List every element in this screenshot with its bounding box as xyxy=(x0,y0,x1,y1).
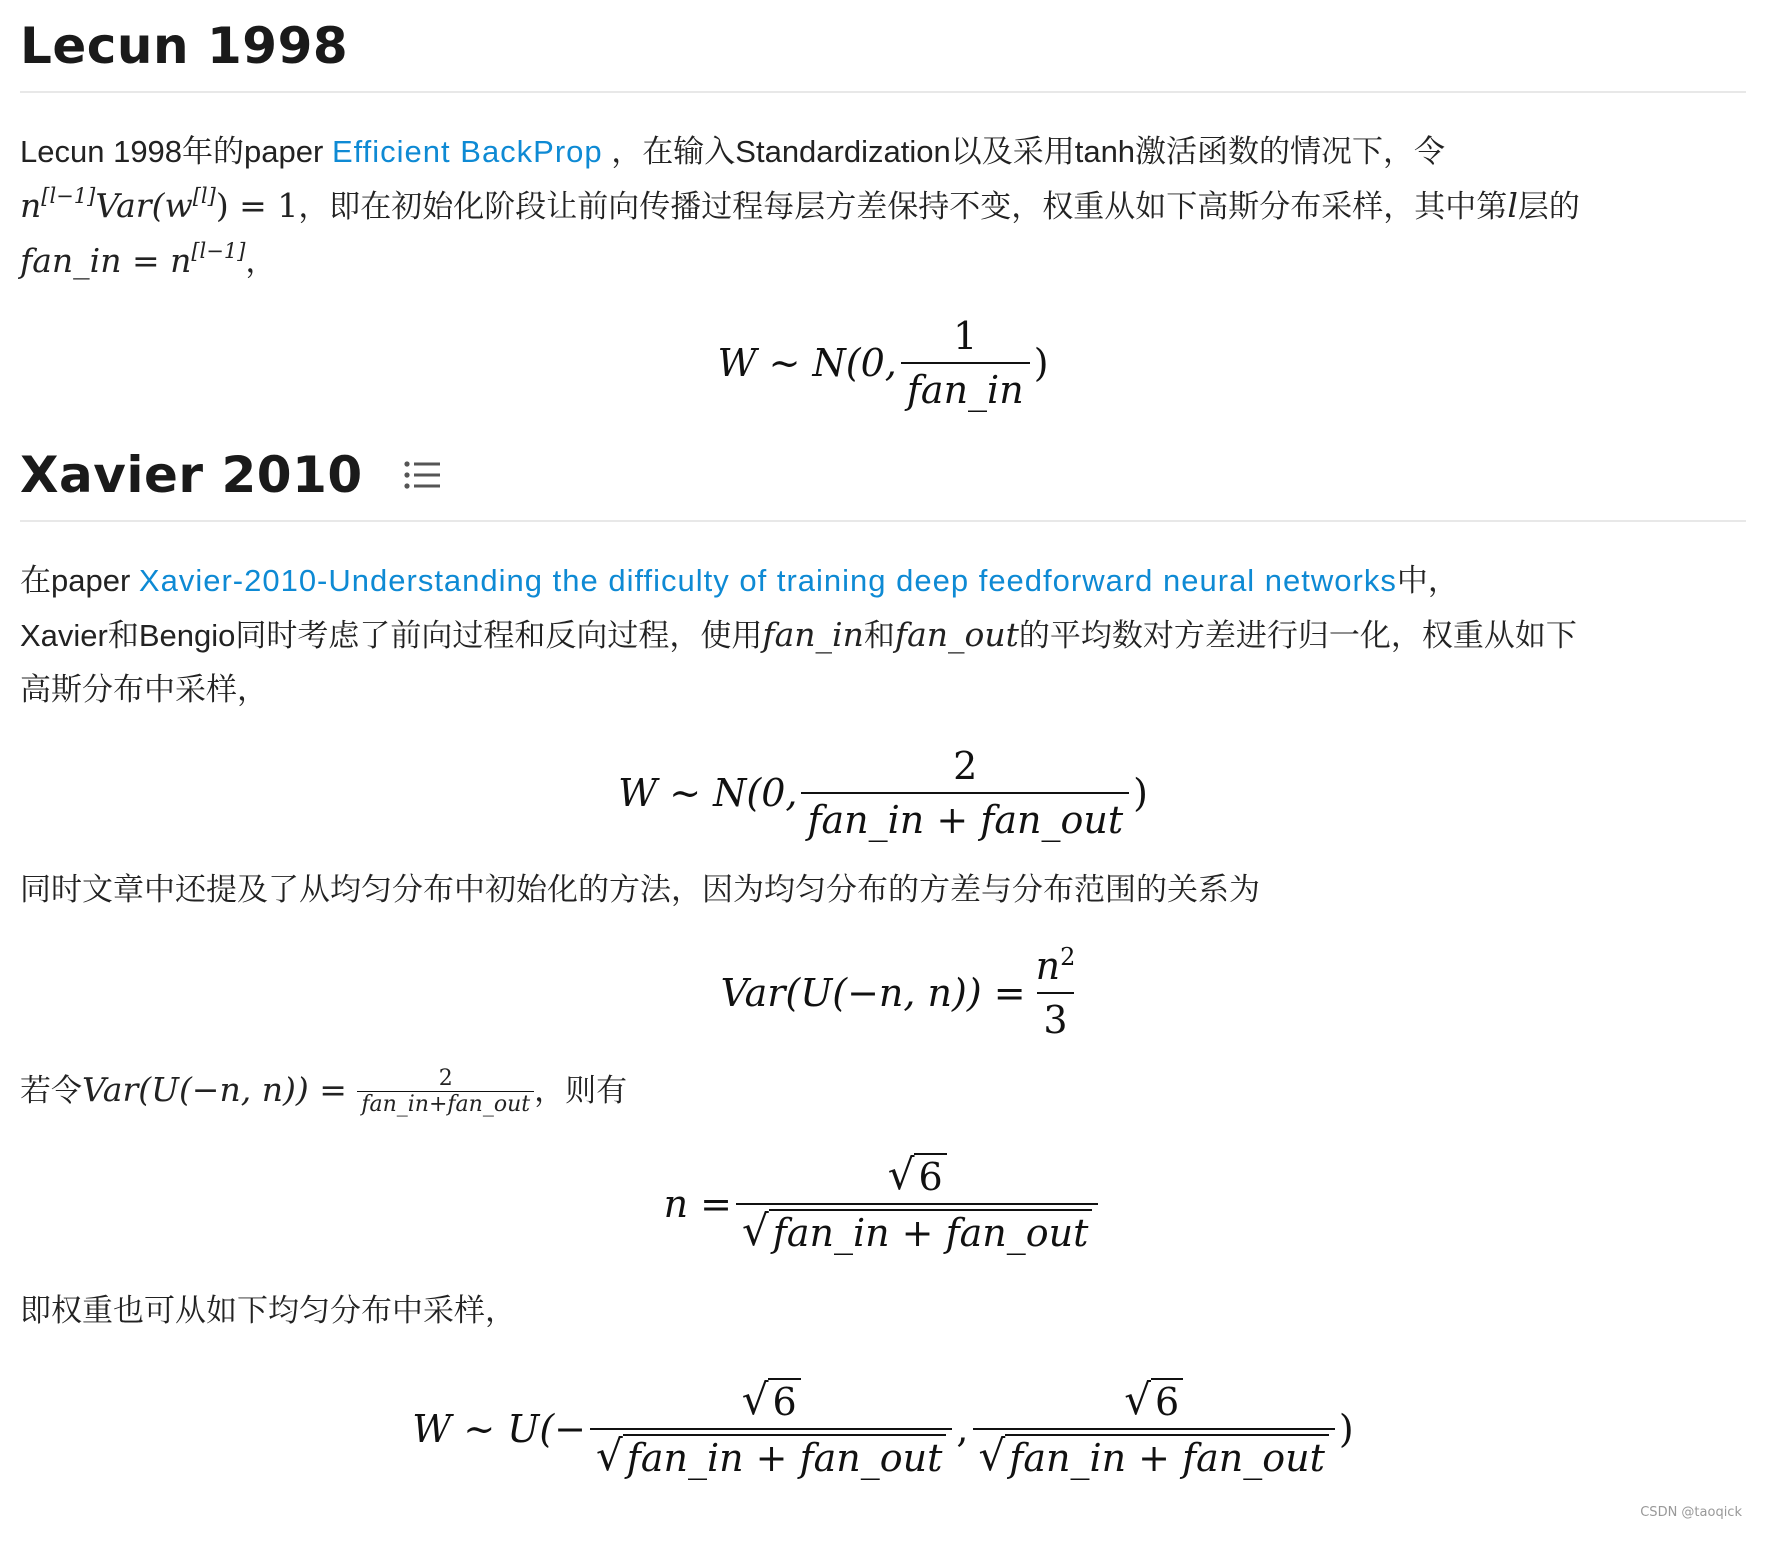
equation-uniform-variance: Var(U(−n, n)) = $\frac{n^2}{3}$ xyxy=(720,943,1076,1042)
equation-xavier-uniform: W ∼ U(− √ 6 √ fan_in + fan_out , √ 6 √ fan_in + fan_out ) xyxy=(412,1375,1354,1481)
link-efficient-backprop[interactable]: Efficient BackProp xyxy=(331,134,603,169)
inline-equation-fanin: fan_in = n[l−1] xyxy=(20,239,246,280)
article-content xyxy=(20,0,1746,1514)
let-paragraph: 若令Var(U(−n, n)) = $\frac{2}{\text{fan\_in+fan\_out}}$ ，则有 xyxy=(20,1066,628,1118)
xavier-paragraph: 在paper Xavier-2010-Understanding the difficulty of training deep feedforward neural networks中， Xavier和Bengio同时考虑了前向过程和反向过程，使用fan_in和fan_out的平均数对方差进行归一化，权重从如下 高斯分布中采样， xyxy=(20,563,1577,707)
inline-equation-variance: n[l−1]Var(w[l]) = 1 xyxy=(20,184,299,225)
uniform-paragraph: 同时文章中还提及了从均匀分布中初始化的方法，因为均匀分布的方差与分布范围的关系为 xyxy=(20,872,1260,907)
heading-xavier-2010: Xavier 2010 xyxy=(20,429,1746,509)
lecun-paragraph: Lecun 1998年的paper Efficient BackProp ，在输入Standardization以及采用tanh激活函数的情况下，令 n[l−1]Var(w[l]) = 1，即在初始化阶段让前向传播过程每层方差保持不变，权重从如下高斯分布采样，其中第l层的 fan_in = n[l−1]， xyxy=(20,134,1580,280)
link-xavier-paper[interactable]: Xavier-2010-Understanding the difficulty of training deep feedforward neural networks xyxy=(138,563,1397,598)
heading-lecun-1998: Lecun 1998 xyxy=(20,17,349,75)
inline-fraction: $\frac{2}{\text{fan\_in+fan\_out}}$ xyxy=(357,1067,534,1118)
watermark: CSDN @taoqick xyxy=(1640,1505,1742,1520)
heading-divider xyxy=(20,91,1746,93)
sample-paragraph: 即权重也可从如下均匀分布中采样， xyxy=(20,1293,516,1329)
heading-divider xyxy=(20,520,1746,522)
equation-lecun-gaussian: W ∼ N(0, $\frac{1}{\text{fan\_in}}$ ) xyxy=(717,314,1049,412)
equation-n-range: n = √ 6 √ fan_in + fan_out xyxy=(20,1124,1746,1284)
equation-xavier-gaussian: W ∼ N(0, $\frac{2}{\text{fan\_in + fan\_out}}$ ) xyxy=(618,744,1148,842)
list-icon[interactable] xyxy=(403,441,443,509)
